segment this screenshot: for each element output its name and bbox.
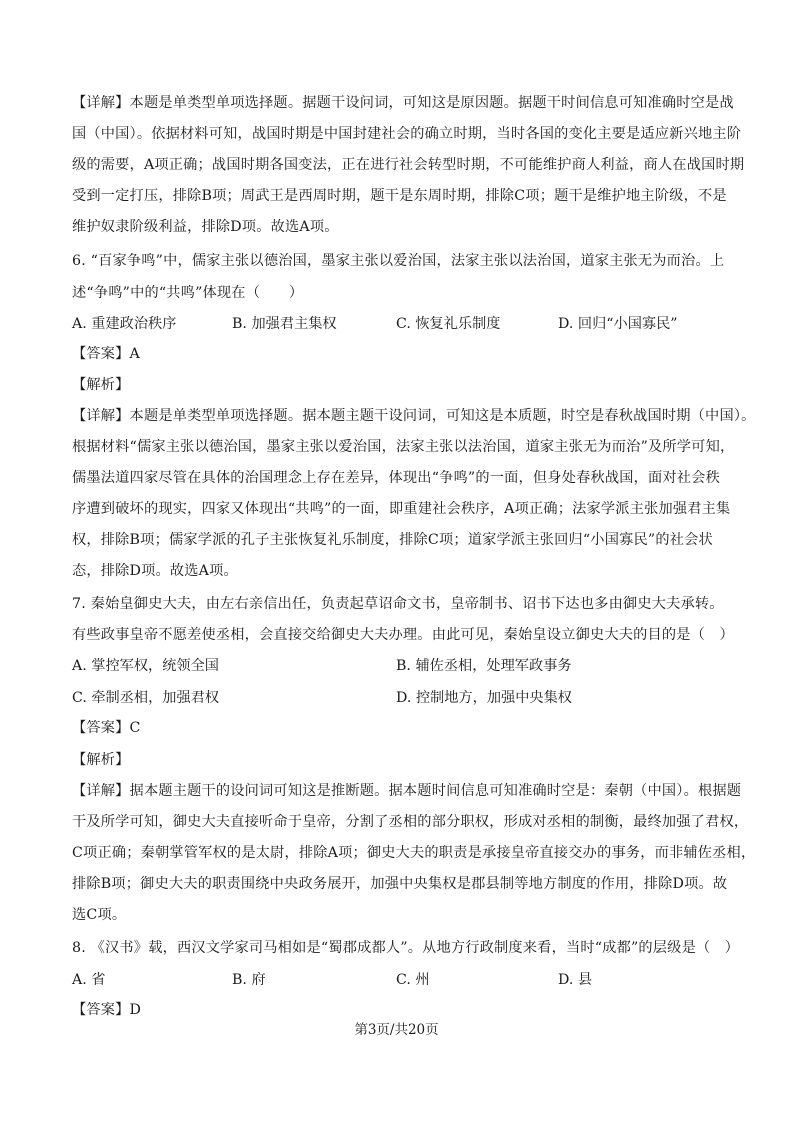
q6-explanation-line-3: 儒墨法道四家尽管在具体的治国理念上存在差异，体现出“争鸣”的一面，但身处春秋战国，面对社会秩 (72, 470, 720, 486)
q7-explanation-line-2: 干及所学可知，御史大夫直接听命于皇帝，分割了丞相的部分职权，形成对丞相的制衡，最终加强了君权， (72, 814, 749, 830)
q5-explanation-line-5: 维护奴隶阶级利益，排除D项。故选A项。 (72, 219, 339, 235)
q8-stem: 8. 《汉书》载，西汉文学家司马相如是“蜀郡成都人”。从地方行政制度来看，当时“成都”的层级是（ ） (72, 940, 740, 956)
q6-option-b: B. 加强君主集权 (232, 316, 337, 332)
q5-explanation-line-1: 【详解】本题是单类型单项选择题。据题干设问词，可知这是原因题。据题干时间信息可知准确时空是战 (72, 95, 734, 111)
q6-explanation-line-6: 态，排除D项。故选A项。 (72, 563, 238, 579)
q6-analysis-heading: 【解析】 (72, 377, 130, 393)
q7-answer: 【答案】C (72, 720, 141, 736)
q8-option-c: C. 州 (396, 972, 430, 988)
q7-explanation-line-4: 排除B项；御史大夫的职责围绕中央政务展开，加强中央集权是郡县制等地方制度的作用，排除D项。故 (72, 876, 728, 892)
q6-explanation-line-1: 【详解】本题是单类型单项选择题。据本题主题干设问词，可知这是本质题，时空是春秋战国时期（中国）。 (72, 408, 756, 424)
q5-explanation-line-2: 国（中国）。依据材料可知，战国时期是中国封建社会的确立时期，当时各国的变化主要是适应新兴地主阶 (72, 126, 742, 142)
q7-option-a: A. 掌控军权，统领全国 (72, 658, 219, 674)
q8-option-a: A. 省 (72, 972, 106, 988)
q6-explanation-line-5: 权，排除B项；儒家学派的孔子主张恢复礼乐制度，排除C项；道家学派主张回归“小国寡民”的社会状 (72, 532, 713, 548)
q7-stem-line-2: 有些政事皇帝不愿差使丞相，会直接交给御史大夫办理。由此可见，秦始皇设立御史大夫的目的是（ ） (72, 627, 734, 643)
q7-explanation-line-1: 【详解】据本题主题干的设问词可知这是推断题。据本题时间信息可知准确时空是：秦朝（中国）。根据题 (72, 783, 742, 799)
q6-option-a: A. 重建政治秩序 (72, 316, 177, 332)
q5-explanation-line-4: 受到一定打压，排除B项；周武王是西周时期，题干是东周时期，排除C项；题干是维护地主阶级，不是 (72, 188, 727, 204)
q5-explanation-line-3: 级的需要，A项正确；战国时期各国变法，正在进行社会转型时期，不可能维护商人利益，商人在战国时期 (72, 157, 745, 173)
q8-option-b: B. 府 (232, 972, 266, 988)
q6-answer: 【答案】A (72, 346, 140, 362)
q7-option-d: D. 控制地方，加强中央集权 (396, 690, 572, 706)
q7-explanation-line-5: 选C项。 (72, 907, 127, 923)
page-number-footer: 第3页/共20页 (354, 1022, 439, 1038)
q6-option-c: C. 恢复礼乐制度 (396, 316, 501, 332)
q6-explanation-line-4: 序遭到破坏的现实，四家又体现出“共鸣”的一面，即重建社会秩序，A项正确；法家学派主张加强君主集 (72, 501, 731, 517)
q6-stem-line-1: 6. “百家争鸣”中，儒家主张以德治国，墨家主张以爱治国，法家主张以法治国，道家主张无为而治。上 (72, 253, 725, 269)
q7-stem-line-1: 7. 秦始皇御史大夫，由左右亲信出任，负责起草诏命文书，皇帝制书、诏书下达也多由御史大夫承转。 (72, 596, 724, 612)
q7-option-c: C. 牵制丞相，加强君权 (72, 690, 220, 706)
q7-explanation-line-3: C项正确；秦朝掌管军权的是太尉，排除A项；御史大夫的职责是承接皇帝直接交办的事务，而非辅佐丞相， (72, 845, 756, 861)
q8-answer: 【答案】D (72, 1002, 142, 1018)
q6-option-d: D. 回归“小国寡民” (558, 316, 678, 332)
q8-option-d: D. 县 (558, 972, 593, 988)
q6-stem-line-2: 述“争鸣”中的“共鸣”体现在（ ） (72, 285, 304, 301)
q7-analysis-heading: 【解析】 (72, 752, 130, 768)
q6-explanation-line-2: 根据材料“儒家主张以德治国，墨家主张以爱治国，法家主张以法治国，道家主张无为而治”及所学可知， (72, 439, 735, 455)
q7-option-b: B. 辅佐丞相，处理军政事务 (396, 658, 572, 674)
